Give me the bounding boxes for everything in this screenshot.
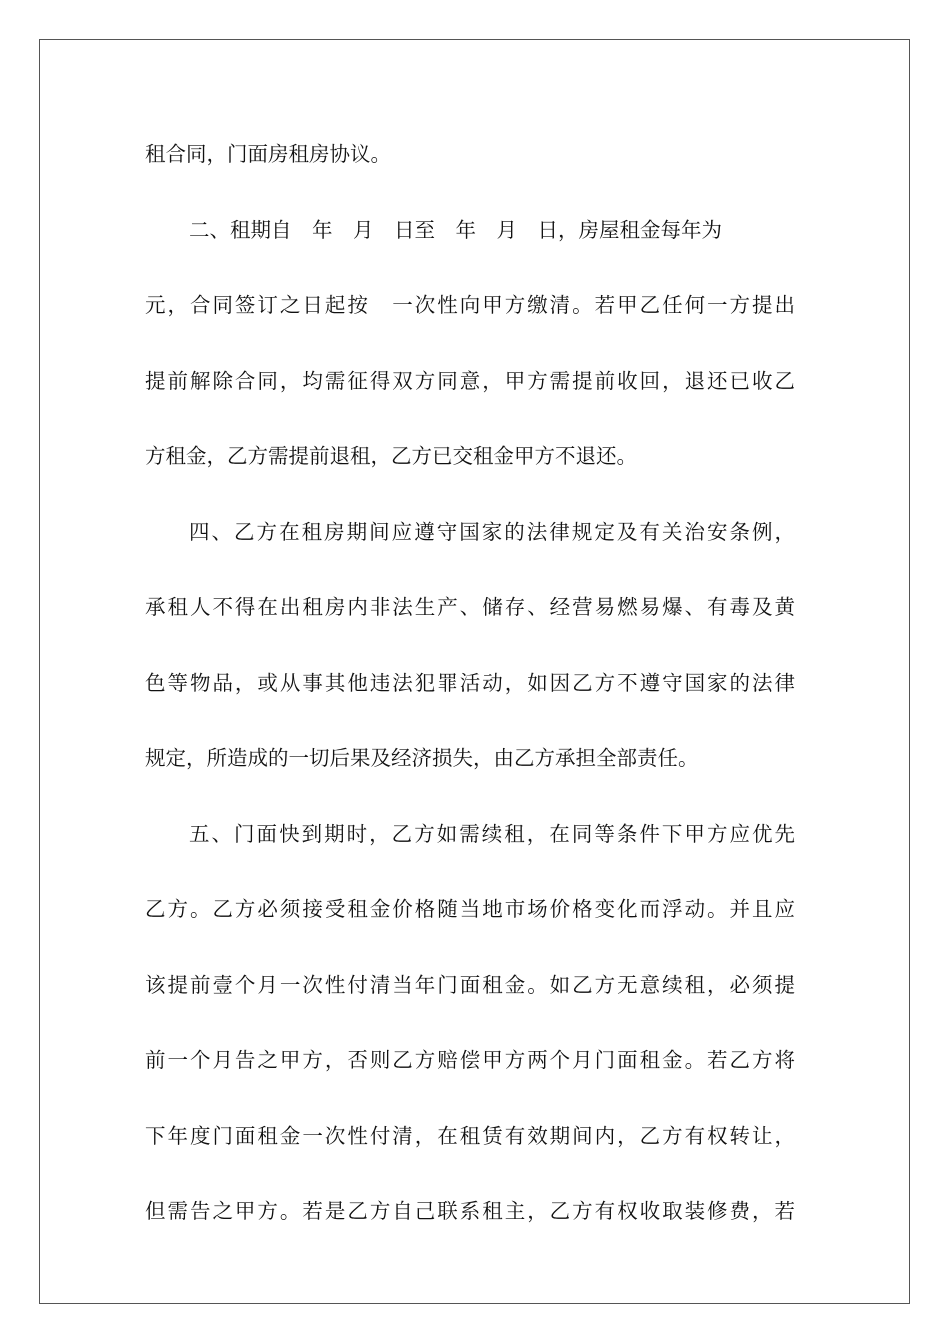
text-line: 承租人不得在出租房内非法生产、储存、经营易燃易爆、有毒及黄 [145,595,795,619]
text-line: 该提前壹个月一次性付清当年门面租金。如乙方无意续租，必须提 [145,972,795,997]
text-line: 方租金，乙方需提前退租，乙方已交租金甲方不退还。 [145,444,637,468]
text-line: 色等物品，或从事其他违法犯罪活动，如因乙方不遵守国家的法律 [145,670,795,695]
text-line: 提前解除合同，均需征得双方同意，甲方需提前收回，退还已收乙 [145,368,795,393]
text-line: 四、乙方在租房期间应遵守国家的法律规定及有关治安条例， [189,519,795,544]
text-line: 五、门面快到期时，乙方如需续租，在同等条件下甲方应优先 [189,821,795,846]
text-line: 前一个月告之甲方，否则乙方赔偿甲方两个月门面租金。若乙方将 [145,1048,795,1072]
contract-body [145,124,795,1257]
text-line: 元，合同签订之日起按 一次性向甲方缴清。若甲乙任何一方提出 [145,293,795,317]
text-line: 但需告之甲方。若是乙方自己联系租主，乙方有权收取装修费，若 [145,1199,795,1223]
text-line: 下年度门面租金一次性付清，在租赁有效期间内，乙方有权转让， [145,1123,795,1148]
text-line: 租合同，门面房租房协议。 [145,142,391,166]
text-line: 乙方。乙方必须接受租金价格随当地市场价格变化而浮动。并且应 [145,897,795,921]
text-line: 二、租期自 年 月 日至 年 月 日，房屋租金每年为 [189,217,722,242]
text-line: 规定，所造成的一切后果及经济损失，由乙方承担全部责任。 [145,746,699,770]
